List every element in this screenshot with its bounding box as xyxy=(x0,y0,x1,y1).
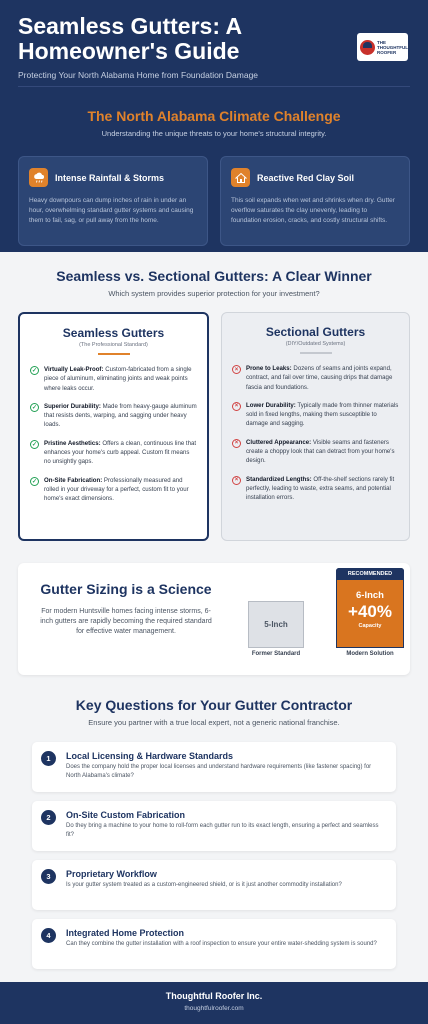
item-label: Prone to Leaks: xyxy=(246,365,292,372)
list-item xyxy=(232,401,399,429)
item-text: Offers a clean, continuous line that enhances your home's curb appeal. Custom fit means no unsightly gaps. xyxy=(44,439,197,466)
item-text: Professionally measured and rolled in your driveway for a perfect, custom fit to your home's exact dimensions. xyxy=(44,476,189,503)
item-label: Lower Durability: xyxy=(246,401,296,409)
item-text: Made from heavy-gauge aluminum that resists dents, warping, and sagging under heavy loads. xyxy=(44,402,197,429)
climate-card-title: Reactive Red Clay Soil xyxy=(257,172,355,183)
item-text: Visible seams and fasteners create a choppy look that can detract from your home's design. xyxy=(246,438,395,465)
hero-divider xyxy=(18,86,410,87)
x-icon: × xyxy=(232,476,241,485)
question-title: Proprietary Workflow xyxy=(66,869,157,879)
question-text: Is your gutter system treated as a custom-engineered shield, or is it just another commodity installation? xyxy=(66,882,342,888)
list-item xyxy=(232,475,399,503)
climate-title: The North Alabama Climate Challenge xyxy=(87,108,341,124)
item-label: Virtually Leak-Proof: xyxy=(44,366,104,373)
item-text: Dozens of seams and joints expand, contract, and fail over time, causing drips that damage fascia and foundations. xyxy=(246,365,393,391)
comparison-section xyxy=(0,252,428,541)
item-label: Standardized Lengths: xyxy=(246,475,312,483)
capacity-percent: +40% xyxy=(348,602,392,621)
six-inch-label: 6-Inch xyxy=(356,590,384,601)
item-text: Custom-fabricated from a single piece of aluminum, eliminating joints and weak points where leaks occur. xyxy=(44,366,192,392)
sectional-column xyxy=(221,312,410,541)
seamless-subtitle: (The Professional Standard) xyxy=(79,342,148,348)
page-title: Seamless Gutters: A Homeowner's Guide xyxy=(18,13,242,64)
item-label: On-Site Fabrication: xyxy=(44,476,103,484)
sectional-subtitle: (DIY/Outdated Systems) xyxy=(285,341,346,347)
list-item xyxy=(30,365,197,393)
question-title: Integrated Home Protection xyxy=(66,928,185,938)
logo-text: THE THOUGHTFUL ROOFER xyxy=(377,39,408,55)
check-icon: ✓ xyxy=(31,404,38,411)
x-icon: × xyxy=(232,439,241,448)
questions-subtitle: Ensure you partner with a true local expert, not a generic national franchise. xyxy=(88,718,340,727)
hero-section xyxy=(0,0,428,252)
title-rule xyxy=(300,352,332,354)
roofer-logo-icon xyxy=(360,40,375,55)
question-title: On-Site Custom Fabrication xyxy=(66,810,186,820)
climate-cards xyxy=(18,156,410,246)
list-item xyxy=(30,439,197,467)
question-text: Can they combine the gutter installation with a roof inspection to ensure your entire water-shedding system is sound? xyxy=(66,941,377,947)
climate-subtitle: Understanding the unique threats to your home's structural integrity. xyxy=(101,129,327,138)
item-text: Off-the-shelf sections rarely fit perfectly, leading to waste, extra seams, and potential installation errors. xyxy=(246,475,395,502)
check-icon: ✓ xyxy=(31,441,38,448)
list-item xyxy=(30,402,197,430)
question-card xyxy=(32,860,396,910)
footer xyxy=(0,982,428,1024)
x-icon: × xyxy=(232,402,241,411)
sectional-title: Sectional Gutters xyxy=(265,325,366,339)
modern-solution-label: Modern Solution xyxy=(346,651,394,657)
question-title: Local Licensing & Hardware Standards xyxy=(66,751,234,761)
question-text: Do they bring a machine to your home to roll-form each gutter run to its exact length, ensuring a perfect and seamless fit? xyxy=(66,823,379,838)
footer-company-name: Thoughtful Roofer Inc. xyxy=(165,991,263,1001)
x-icon: × xyxy=(232,365,241,374)
climate-card-text: Heavy downpours can dump inches of rain in under an hour, overwhelming standard gutter systems and causing them to fail, sag, or pull away from the home. xyxy=(29,197,194,224)
five-inch-bar: 5-Inch xyxy=(248,601,304,648)
check-icon: ✓ xyxy=(31,368,38,374)
item-label: Superior Durability: xyxy=(44,402,101,410)
page-subtitle: Protecting Your North Alabama Home from Foundation Damage xyxy=(18,70,259,80)
former-standard-label: Former Standard xyxy=(251,651,301,657)
climate-card-title: Intense Rainfall & Storms xyxy=(55,172,165,183)
comparison-subtitle: Which system provides superior protection for your investment? xyxy=(108,289,320,298)
list-item xyxy=(232,364,399,392)
sizing-text: For modern Huntsville homes facing intense storms, 6-inch gutters are rapidly becoming the required standard for effective water management. xyxy=(40,608,212,635)
climate-card-clay-soil xyxy=(220,156,410,246)
sizing-card xyxy=(18,563,410,675)
question-card xyxy=(32,919,396,969)
seamless-column xyxy=(18,312,209,541)
item-label: Cluttered Appearance: xyxy=(246,438,312,446)
list-item xyxy=(30,476,197,504)
rain-cloud-icon xyxy=(29,168,48,187)
questions-section xyxy=(0,697,428,969)
house-icon xyxy=(231,168,250,187)
check-icon: ✓ xyxy=(31,478,38,485)
footer-website-link[interactable]: thoughtfulroofer.com xyxy=(184,1005,244,1012)
title-rule xyxy=(98,353,130,355)
item-label: Pristine Aesthetics: xyxy=(44,439,101,447)
question-number: 3 xyxy=(41,869,56,884)
climate-card-text: This soil expands when wet and shrinks when dry. Gutter overflow saturates the clay unevenly, leading to foundation erosion, cracks, and costly structural shifts. xyxy=(231,197,395,224)
question-number: 1 xyxy=(41,751,56,766)
question-number: 2 xyxy=(41,810,56,825)
questions-title: Key Questions for Your Gutter Contractor xyxy=(75,697,353,713)
seamless-title: Seamless Gutters xyxy=(62,326,165,340)
question-text: Does the company hold the proper local licenses and understand hardware requirements (like fastener spacing) for North Alabama's climate? xyxy=(66,764,372,779)
question-number: 4 xyxy=(41,928,56,943)
company-logo[interactable] xyxy=(357,33,408,61)
recommended-badge: RECOMMENDED xyxy=(336,568,404,580)
sizing-title: Gutter Sizing is a Science xyxy=(40,581,212,597)
comparison-title: Seamless vs. Sectional Gutters: A Clear Winner xyxy=(56,268,372,284)
climate-card-rainfall xyxy=(18,156,208,246)
question-card xyxy=(32,801,396,851)
item-text: Typically made from thinner materials sold in fixed lengths, making them susceptible to damage and sagging. xyxy=(246,401,399,428)
capacity-label: Capacity xyxy=(358,623,382,629)
question-card xyxy=(32,742,396,792)
list-item xyxy=(232,438,399,466)
